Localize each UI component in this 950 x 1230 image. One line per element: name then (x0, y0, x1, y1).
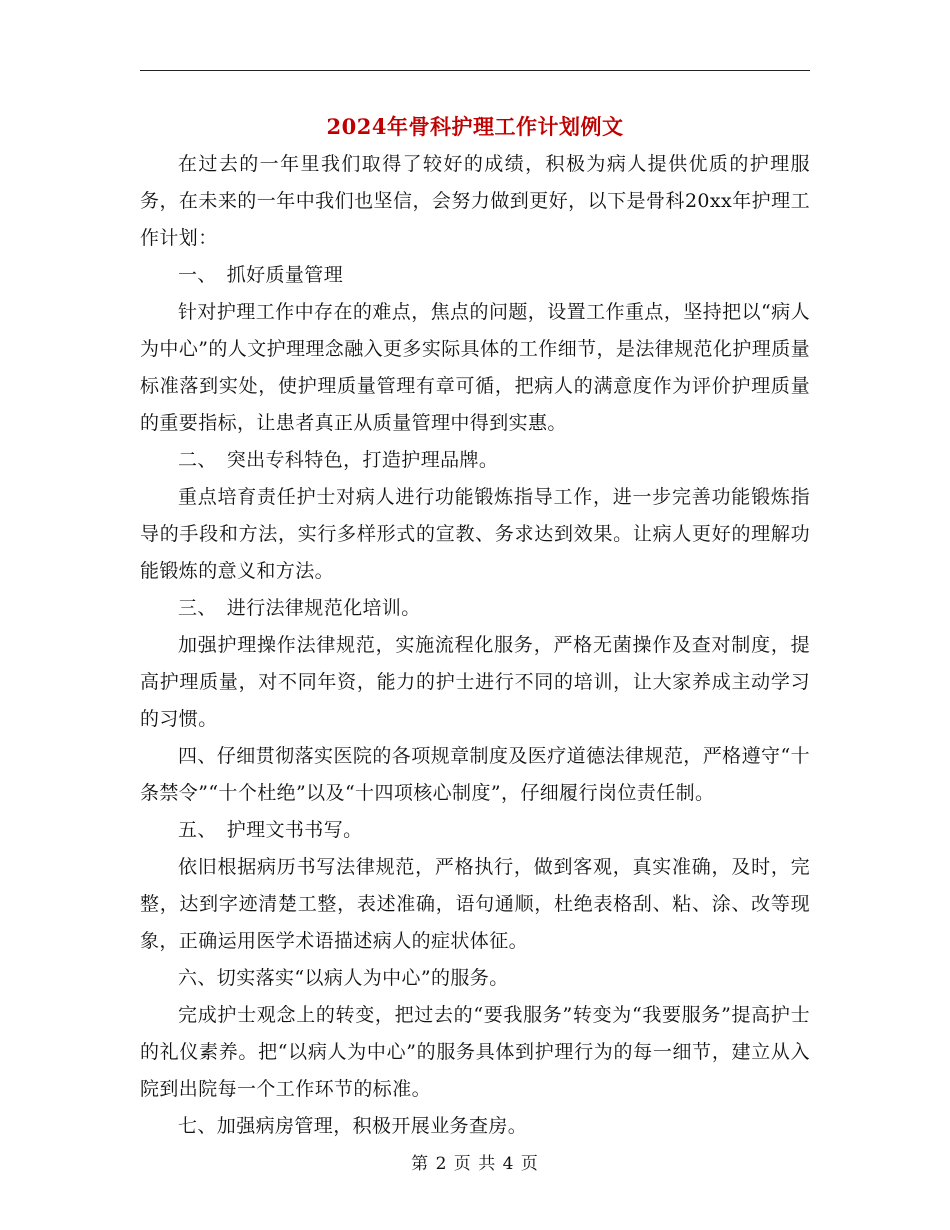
paragraph-section-4: 四、仔细贯彻落实医院的各项规章制度及医疗道德法律规范，严格遵守“十条禁令”“十个杜绝”以及“十四项核心制度”，仔细履行岗位责任制。 (140, 745, 810, 804)
document-body (140, 146, 810, 1145)
heading-section-2: 二、 突出专科特色，打造护理品牌。 (178, 449, 499, 471)
document-title: 2024年骨科护理工作计划例文 (326, 114, 624, 139)
page-number: 第 2 页 共 4 页 (411, 1154, 539, 1174)
paragraph-section-2: 重点培育责任护士对病人进行功能锻炼指导工作，进一步完善功能锻炼指导的手段和方法，实行多样形式的宣教、务求达到效果。让病人更好的理解功能锻炼的意义和方法。 (140, 486, 810, 582)
header-rule (140, 70, 810, 71)
heading-section-1: 一、 抓好质量管理 (178, 264, 344, 286)
paragraph-section-1: 针对护理工作中存在的难点，焦点的问题，设置工作重点，坚持把以“病人为中心”的人文护理理念融入更多实际具体的工作细节，是法律规范化护理质量标准落到实处，使护理质量管理有章可循，把病人的满意度作为评价护理质量的重要指标，让患者真正从质量管理中得到实惠。 (140, 301, 810, 434)
heading-section-7: 七、加强病房管理，积极开展业务查房。 (178, 1115, 528, 1137)
paragraph-section-5: 依旧根据病历书写法律规范，严格执行，做到客观，真实准确，及时，完整，达到字迹清楚工整，表述准确，语句通顺，杜绝表格刮、粘、涂、改等现象，正确运用医学术语描述病人的症状体征。 (140, 856, 810, 952)
heading-section-6: 六、切实落实“以病人为中心”的服务。 (178, 967, 509, 989)
paragraph-section-6: 完成护士观念上的转变，把过去的“要我服务”转变为“我要服务”提高护士的礼仪素养。把“以病人为中心”的服务具体到护理行为的每一细节，建立从入院到出院每一个工作环节的标准。 (140, 1004, 810, 1100)
heading-section-5: 五、 护理文书书写。 (178, 819, 363, 841)
paragraph-section-3: 加强护理操作法律规范，实施流程化服务，严格无菌操作及查对制度，提高护理质量，对不同年资，能力的护士进行不同的培训，让大家养成主动学习的习惯。 (140, 634, 810, 730)
paragraph-intro: 在过去的一年里我们取得了较好的成绩，积极为病人提供优质的护理服务，在未来的一年中我们也坚信，会努力做到更好，以下是骨科20xx年护理工作计划： (140, 153, 810, 249)
heading-section-3: 三、 进行法律规范化培训。 (178, 597, 421, 619)
